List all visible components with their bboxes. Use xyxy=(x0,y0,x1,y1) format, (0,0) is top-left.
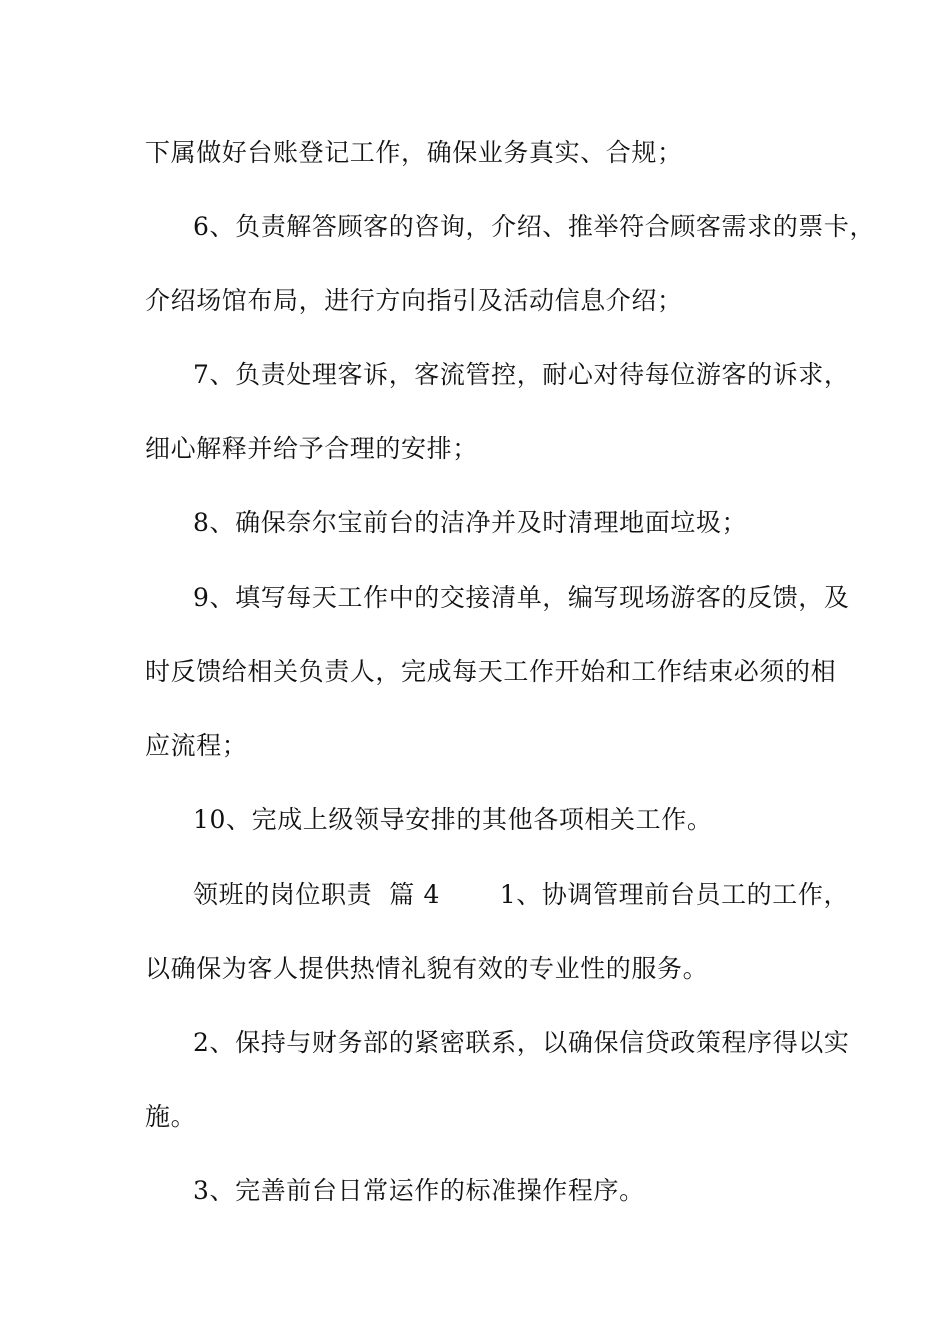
text-line-9: 应流程； xyxy=(145,731,248,760)
text-line-13: 2、保持与财务部的紧密联系，以确保信贷政策程序得以实 xyxy=(193,1028,850,1057)
text-line-4: 7、负责处理客诉，客流管控，耐心对待每位游客的诉求， xyxy=(193,360,850,389)
text-line-1: 下属做好台账登记工作，确保业务真实、合规； xyxy=(145,138,683,167)
text-line-2: 6、负责解答顾客的咨询，介绍、推举符合顾客需求的票卡， xyxy=(193,212,876,241)
text-line-14: 施。 xyxy=(145,1102,197,1131)
text-line-12: 以确保为客人提供热情礼貌有效的专业性的服务。 xyxy=(145,954,709,983)
text-line-10: 10、完成上级领导安排的其他各项相关工作。 xyxy=(193,805,713,834)
text-line-7: 9、填写每天工作中的交接清单，编写现场游客的反馈，及 xyxy=(193,583,850,612)
text-line-3: 介绍场馆布局，进行方向指引及活动信息介绍； xyxy=(145,286,683,315)
text-line-5: 细心解释并给予合理的安排； xyxy=(145,434,478,463)
text-line-11: 领班的岗位职责 篇 4 1、协调管理前台员工的工作， xyxy=(193,880,850,909)
text-line-6: 8、确保奈尔宝前台的洁净并及时清理地面垃圾； xyxy=(193,508,748,537)
text-line-15: 3、完善前台日常运作的标准操作程序。 xyxy=(193,1176,645,1205)
text-line-8: 时反馈给相关负责人，完成每天工作开始和工作结束必须的相 xyxy=(145,657,837,686)
